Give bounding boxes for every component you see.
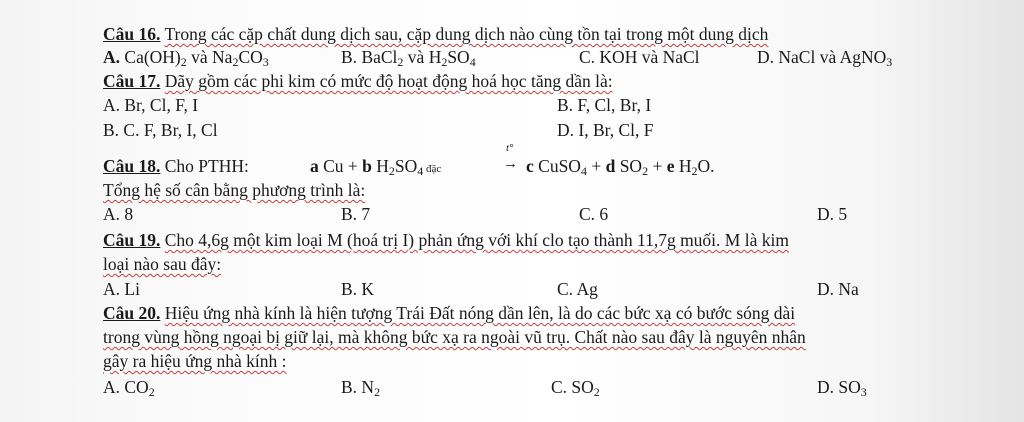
question-19-label: Câu 19. — [103, 230, 161, 250]
q16-option-b[interactable]: B. BaCl$_2$ và $H_2SO_4$ — [341, 47, 476, 69]
option-letter: A. — [103, 47, 121, 67]
q16-option-d[interactable]: D. NaCl và AgNO$_3$ — [757, 47, 893, 69]
q18-option-b[interactable]: B. 7 — [341, 204, 371, 224]
question-16-label: Câu 16. — [103, 24, 161, 44]
arrow-icon: → — [503, 156, 518, 172]
question-18-text: Cho PTHH: — [164, 156, 249, 176]
question-17 — [103, 70, 613, 92]
question-20-text: Hiệu ứng nhà kính là hiện tượng Trái Đất nóng dần lên, là do các bức xạ có bước sóng dài — [164, 303, 796, 323]
question-19-text: Cho 4,6g một kim loại M (hoá trị I) phản ứng với khí clo tạo thành 11,7g muối. M là kim — [164, 230, 789, 250]
q18-option-c[interactable]: C. 6 — [579, 204, 609, 224]
q20-option-d[interactable]: D. $SO_3$ — [817, 377, 867, 399]
question-20-label: Câu 20. — [103, 303, 161, 323]
question-17-text: Dãy gồm các phi kim có mức độ hoạt động hoá học tăng dần là: — [164, 71, 613, 91]
question-16-text: Trong các cặp chất dung dịch sau, cặp dung dịch nào cùng tồn tại trong một dung dịch — [164, 24, 769, 44]
q19-option-d[interactable]: D. Na — [817, 279, 859, 299]
question-18 — [103, 155, 249, 177]
question-18-label: Câu 18. — [103, 156, 161, 176]
q19-option-a[interactable]: A. Li — [103, 279, 140, 299]
q19-option-c[interactable]: C. Ag — [557, 279, 598, 299]
q16-option-a[interactable]: A. $Ca(OH)_2$ và $Na_2CO_3$ — [103, 47, 269, 69]
heat-condition: t° — [506, 142, 514, 154]
chemical-equation: a Cu + b $H_2SO_4$ đặc — [310, 156, 442, 178]
q17-option-d[interactable]: D. I, Br, Cl, F — [557, 120, 654, 140]
question-19 — [103, 229, 789, 251]
q17-option-c[interactable]: B. C. F, Br, I, Cl — [103, 120, 218, 140]
chemical-equation-products: c CuSO$_4$ + d $SO_2 + e$ $H_2O$. — [526, 156, 715, 178]
question-18-text2: Tổng hệ số cân bằng phương trình là: — [103, 180, 366, 200]
q17-option-b[interactable]: B. F, Cl, Br, I — [557, 95, 652, 115]
q20-option-b[interactable]: B. $N_2$ — [341, 377, 381, 399]
question-17-label: Câu 17. — [103, 71, 161, 91]
q19-option-b[interactable]: B. K — [341, 279, 375, 299]
q20-option-c[interactable]: C. $SO_2$ — [551, 377, 600, 399]
q16-option-c[interactable]: C. KOH và NaCl — [579, 47, 700, 67]
question-20 — [103, 302, 795, 324]
question-20-text2: trong vùng hồng ngoại bị giữ lại, mà không bức xạ ra ngoài vũ trụ. Chất nào sau đây là nguyên nhân — [103, 327, 806, 347]
q20-option-a[interactable]: A. $CO_2$ — [103, 377, 155, 399]
question-20-text3: gây ra hiệu ứng nhà kính : — [103, 351, 287, 371]
question-16 — [103, 23, 768, 45]
q18-option-d[interactable]: D. 5 — [817, 204, 848, 224]
q17-option-a[interactable]: A. Br, Cl, F, I — [103, 95, 199, 115]
question-19-text2: loại nào sau đây: — [103, 254, 222, 274]
q18-option-a[interactable]: A. 8 — [103, 204, 134, 224]
